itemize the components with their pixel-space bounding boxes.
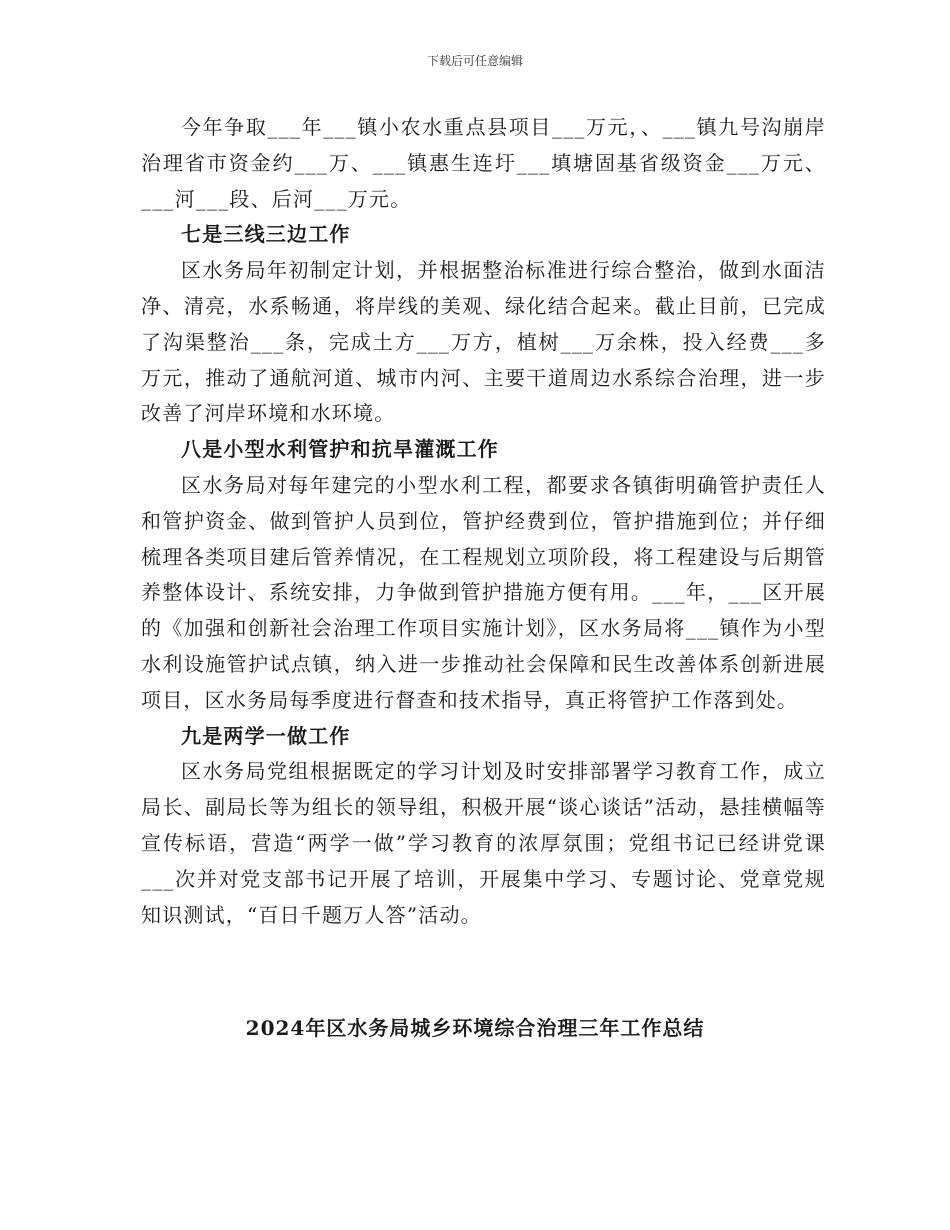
paragraph-study-education: 区水务局党组根据既定的学习计划及时安排部署学习教育工作，成立局长、副局长等为组长的领导组，积极开展“谈心谈话”活动，悬挂横幅等宣传标语，营造“两学一做”学习教育的浓厚氛围；党组书记已经讲党课___次并对党支部书记开展了培训，开展集中学习、专题讨论、党章党规知识测试，“百日千题万人答”活动。 bbox=[141, 759, 826, 927]
document-title: 2024年区水务局城乡环境综合治理三年工作总结 bbox=[245, 1016, 705, 1040]
paragraph-water-management: 区水务局对每年建完的小型水利工程，都要求各镇街明确管护责任人和管护资金、做到管护人员到位，管护经费到位，管护措施到位；并仔细梳理各类项目建后管养情况，在工程规划立项阶段，将工程建设与后期管养整体设计、系统安排，力争做到管护措施方便有用。___年，___区开展的《加强和创新社会治理工作项目实施计划》，区水务局将___镇作为小型水利设施管护试点镇，纳入进一步推动社会保障和民生改善体系创新进展项目，区水务局每季度进行督查和技术指导，真正将管护工作落到处。 bbox=[141, 472, 826, 712]
paragraph-three-lines: 区水务局年初制定计划，并根据整治标准进行综合整治，做到水面洁净、清亮，水系畅通，将岸线的美观、绿化结合起来。截止目前，已完成了沟渠整治___条，完成土方___万方，植树___万余株，投入经费___多万元，推动了通航河道、城市内河、主要干道周边水系综合治理，进一步改善了河岸环境和水环境。 bbox=[141, 258, 826, 426]
paragraph-funding: 今年争取___年___镇小农水重点县项目___万元，、___镇九号沟崩岸治理省市资金约___万、___镇惠生连圩___填塘固基省级资金___万元、___河___段、后河___万元。 bbox=[141, 115, 826, 211]
section-heading-seven: 七是三线三边工作 bbox=[181, 222, 351, 247]
page-header: 下载后可任意编辑 bbox=[426, 54, 523, 68]
document-body bbox=[141, 110, 826, 933]
section-heading-nine: 九是两学一做工作 bbox=[181, 723, 351, 748]
section-heading-eight: 八是小型水利管护和抗旱灌溉工作 bbox=[181, 437, 499, 462]
